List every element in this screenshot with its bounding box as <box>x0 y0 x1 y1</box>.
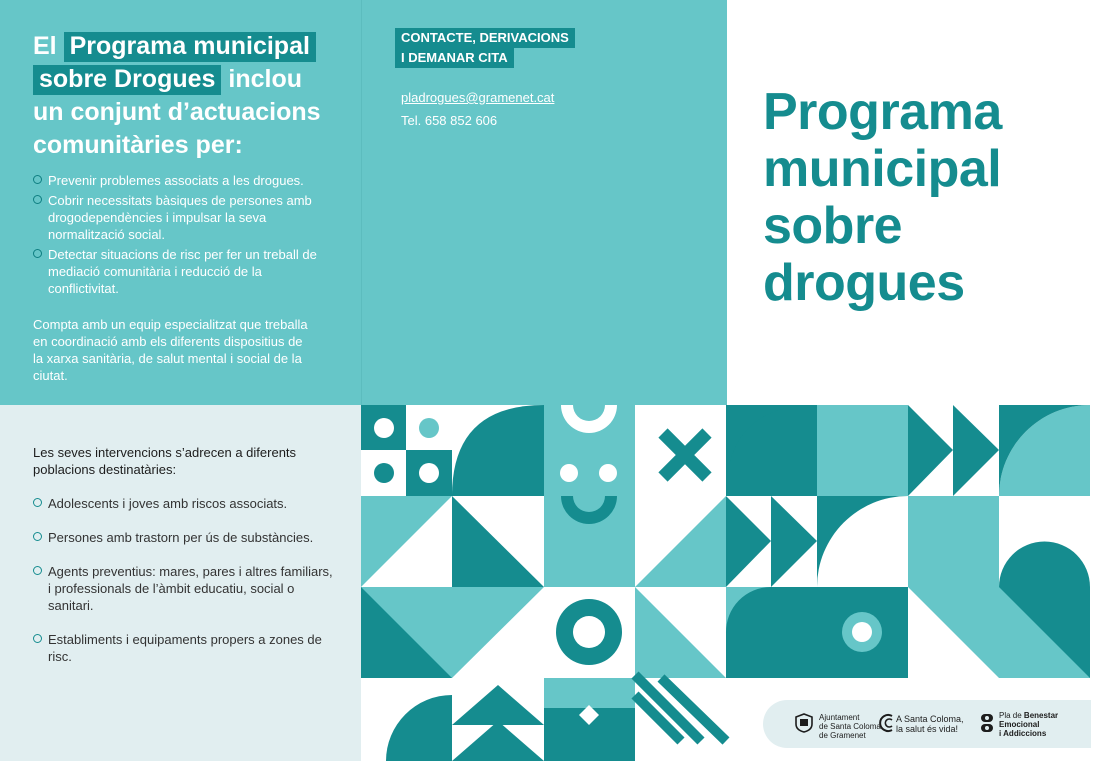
audience-item: Persones amb trastorn per ús de substàncies. <box>33 529 333 546</box>
santa-coloma-c-icon <box>879 712 895 734</box>
pattern-row-4 <box>361 675 726 761</box>
intro-panel <box>0 0 361 405</box>
contact-heading-line2: I DEMANAR CITA <box>395 48 514 68</box>
headline-highlight-2: sobre Drogues <box>33 65 221 95</box>
contact-heading-line1: CONTACTE, DERIVACIONS <box>395 28 575 48</box>
headline-highlight-1: Programa municipal <box>64 32 316 62</box>
logos-bar <box>763 700 1091 748</box>
goal-item: Cobrir necessitats bàsiques de persones amb drogodependències i impulsar la seva normalització social. <box>33 192 333 243</box>
ajuntament-crest-icon <box>793 712 815 734</box>
cover-title <box>763 84 1063 312</box>
cover-title-line: municipal <box>763 140 1002 198</box>
audience-item: Establiments i equipaments propers a zones de risc. <box>33 631 333 665</box>
cover-title-line: sobre <box>763 197 903 255</box>
audience-item: Adolescents i joves amb riscos associats. <box>33 495 333 512</box>
goals-list <box>33 172 333 300</box>
pla-benestar-icon <box>979 712 995 734</box>
email-link[interactable]: pladrogues@gramenet.cat <box>401 90 555 105</box>
headline-part2: inclou <box>228 65 302 93</box>
slogan-logo-text: A Santa Coloma, la salut és vida! <box>896 714 964 734</box>
ajuntament-logo-text: Ajuntament de Santa Coloma de Gramenet <box>819 713 881 740</box>
pattern-row-1 <box>361 405 1090 496</box>
team-paragraph: Compta amb un equip especialitzat que treballa en coordinació amb els diferents dispositius de la xarxa sanitària, de salut mental i social de la ciutat. <box>33 317 308 383</box>
pla-logo-text: Pla de Benestar Emocional i Addiccions <box>999 711 1059 738</box>
pattern-row-3 <box>361 587 1090 678</box>
phone-number: Tel. 658 852 606 <box>401 113 498 128</box>
contact-heading <box>395 28 575 68</box>
audience-item: Agents preventius: mares, pares i altres familiars, i professionals de l’àmbit educatiu, social o sanitari. <box>33 563 333 614</box>
audience-intro: Les seves intervencions s’adrecen a diferents poblacions destinatàries: <box>33 445 297 477</box>
intro-headline <box>33 30 353 162</box>
pattern-row-2 <box>361 496 1090 587</box>
goal-item: Prevenir problemes associats a les drogues. <box>33 172 333 189</box>
cover-title-line: Programa <box>763 83 1002 141</box>
goal-item: Detectar situacions de risc per fer un treball de mediació comunitària i reducció de la conflictivitat. <box>33 246 333 297</box>
audience-list <box>33 495 333 682</box>
headline-part3: un conjunt d’actuacions comunitàries per: <box>33 98 321 159</box>
headline-part1: El <box>33 32 57 60</box>
cover-title-line: drogues <box>763 254 965 312</box>
